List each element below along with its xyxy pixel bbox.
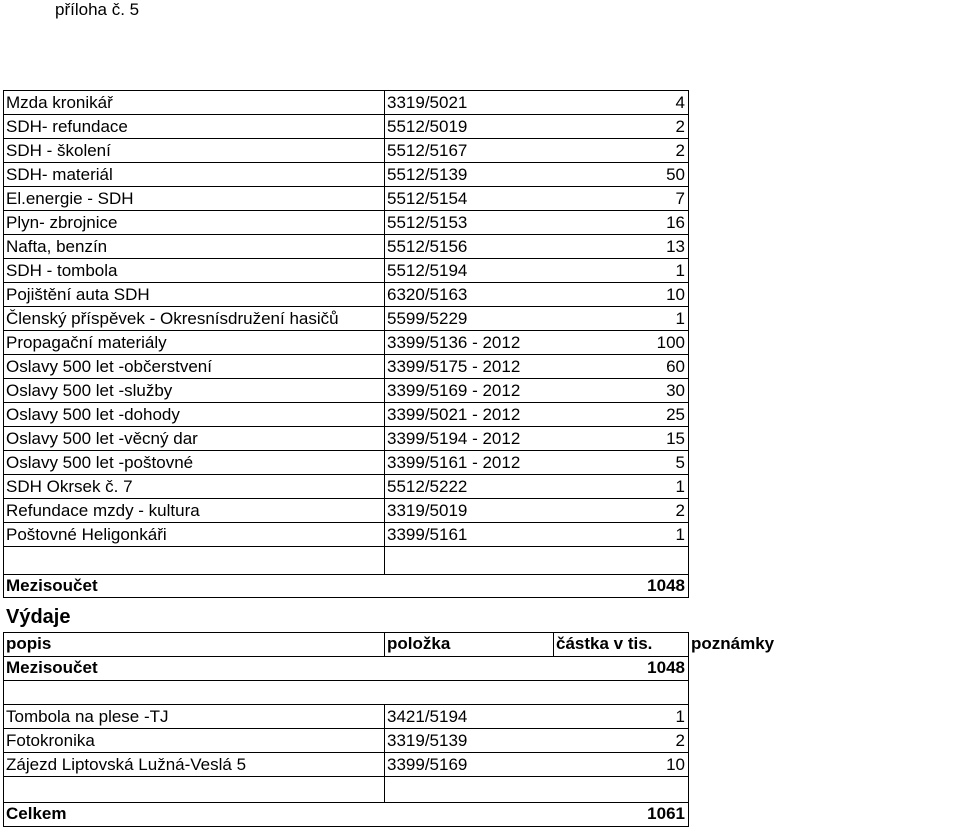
item-code: 3399/5194 - 2012	[387, 429, 521, 448]
item-description: Oslavy 500 let -věcný dar	[6, 429, 198, 448]
item-description: Plyn- zbrojnice	[6, 213, 118, 232]
item-code: 5512/5167	[387, 141, 468, 160]
subtotal-value: 1048	[647, 658, 685, 677]
item-code: 5512/5153	[387, 213, 468, 232]
item-description: SDH- refundace	[6, 117, 128, 136]
item-amount: 15	[666, 429, 685, 448]
column-border	[3, 680, 4, 705]
column-border	[384, 90, 385, 547]
column-border	[553, 632, 554, 657]
column-border	[384, 776, 385, 803]
item-amount: 25	[666, 405, 685, 424]
item-amount: 1	[675, 707, 685, 726]
item-description: Oslavy 500 let -poštovné	[6, 453, 194, 472]
item-code: 5512/5222	[387, 477, 468, 496]
item-code: 3319/5019	[387, 501, 468, 520]
item-amount: 16	[666, 213, 685, 232]
header-poznamky: poznámky	[691, 634, 775, 653]
item-amount: 10	[666, 755, 685, 774]
item-description: El.energie - SDH	[6, 189, 134, 208]
subtotal-label: Mezisoučet	[6, 576, 98, 595]
item-description: SDH- materiál	[6, 165, 113, 184]
item-description: SDH - tombola	[6, 261, 118, 280]
item-description: SDH - školení	[6, 141, 111, 160]
subtotal-value: 1048	[647, 576, 685, 595]
column-border	[3, 704, 4, 777]
item-description: SDH Okrsek č. 7	[6, 477, 133, 496]
header-polozka: položka	[387, 634, 451, 653]
item-code: 5512/5154	[387, 189, 468, 208]
item-description: Poštovné Heligonkáři	[6, 525, 167, 544]
item-description: Propagační materiály	[6, 333, 167, 352]
item-description: Mzda kronikář	[6, 93, 113, 112]
item-code: 3421/5194	[387, 707, 468, 726]
item-code: 3319/5021	[387, 93, 468, 112]
item-description: Pojištění auta SDH	[6, 285, 150, 304]
item-amount: 1	[675, 309, 685, 328]
header-popis: popis	[6, 634, 52, 653]
item-code: 5599/5229	[387, 309, 468, 328]
item-amount: 7	[675, 189, 685, 208]
column-border	[384, 632, 385, 657]
item-amount: 2	[675, 117, 685, 136]
item-code: 3319/5139	[387, 731, 468, 750]
item-description: Nafta, benzín	[6, 237, 108, 256]
subtotal-label: Mezisoučet	[6, 658, 98, 677]
column-border	[688, 90, 689, 547]
column-border	[3, 656, 4, 681]
item-code: 5512/5019	[387, 117, 468, 136]
item-amount: 10	[666, 285, 685, 304]
item-amount: 13	[666, 237, 685, 256]
column-border	[688, 656, 689, 681]
item-code: 5512/5139	[387, 165, 468, 184]
item-code: 3399/5161	[387, 525, 468, 544]
item-description: Členský příspěvek - Okresnísdružení hasičů	[6, 309, 339, 328]
row-border	[3, 826, 689, 827]
column-border	[3, 546, 4, 598]
row-border	[3, 680, 689, 681]
item-code: 3399/5169	[387, 755, 468, 774]
item-amount: 100	[656, 333, 685, 352]
item-amount: 30	[666, 381, 685, 400]
item-description: Oslavy 500 let -služby	[6, 381, 173, 400]
item-code: 3399/5175 - 2012	[387, 357, 521, 376]
item-amount: 2	[675, 141, 685, 160]
column-border	[3, 632, 4, 657]
total-value: 1061	[647, 804, 685, 823]
column-border	[384, 546, 385, 575]
item-description: Refundace mzdy - kultura	[6, 501, 200, 520]
column-border	[688, 680, 689, 705]
item-description: Oslavy 500 let -dohody	[6, 405, 180, 424]
item-code: 3399/5169 - 2012	[387, 381, 521, 400]
column-border	[688, 704, 689, 777]
item-code: 6320/5163	[387, 285, 468, 304]
total-label: Celkem	[6, 804, 67, 823]
section-title: Výdaje	[6, 606, 71, 628]
item-amount: 1	[675, 477, 685, 496]
attachment-label: příloha č. 5	[55, 0, 140, 19]
item-code: 3399/5161 - 2012	[387, 453, 521, 472]
item-description: Fotokronika	[6, 731, 95, 750]
item-description: Oslavy 500 let -občerstvení	[6, 357, 212, 376]
item-code: 3399/5021 - 2012	[387, 405, 521, 424]
item-code: 5512/5156	[387, 237, 468, 256]
item-amount: 1	[675, 525, 685, 544]
item-amount: 2	[675, 731, 685, 750]
item-amount: 2	[675, 501, 685, 520]
item-amount: 60	[666, 357, 685, 376]
item-amount: 50	[666, 165, 685, 184]
column-border	[688, 632, 689, 657]
item-description: Tombola na plese -TJ	[6, 707, 169, 726]
column-border	[3, 90, 4, 547]
item-code: 5512/5194	[387, 261, 468, 280]
item-description: Zájezd Liptovská Lužná-Veslá 5	[6, 755, 247, 774]
item-amount: 4	[675, 93, 685, 112]
item-amount: 1	[675, 261, 685, 280]
item-amount: 5	[675, 453, 685, 472]
item-code: 3399/5136 - 2012	[387, 333, 521, 352]
column-border	[688, 546, 689, 598]
column-border	[384, 704, 385, 777]
header-castka: částka v tis.	[556, 634, 653, 653]
